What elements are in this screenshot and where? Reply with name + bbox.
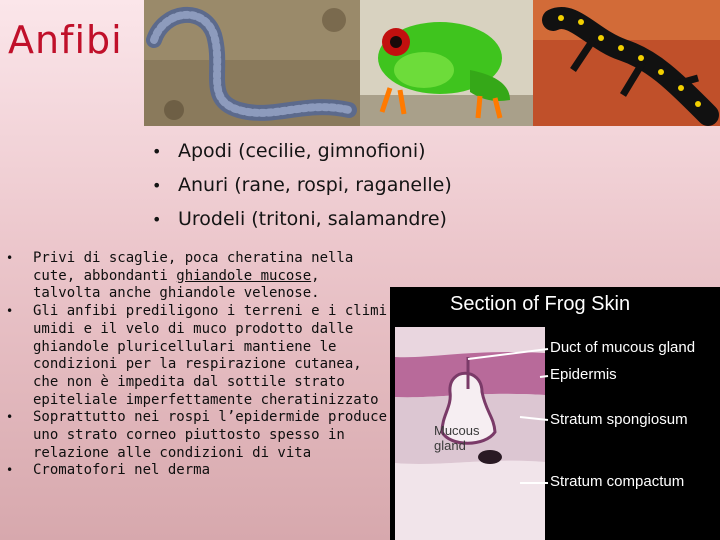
diagram-heading: Section of Frog Skin xyxy=(450,293,631,315)
fact-item: • Cromatofori nel derma xyxy=(6,462,211,479)
slide-title: Anfibi xyxy=(8,18,123,62)
group-item-anuri: • Anuri (rane, rospi, raganelle) xyxy=(152,174,452,196)
label-epidermis: Epidermis xyxy=(550,366,617,383)
mucous-glands-term: ghiandole mucose xyxy=(176,267,312,284)
group-item-apodi: • Apodi (cecilie, gimnofioni) xyxy=(152,140,426,162)
label-mucous-gland: Mucous gland xyxy=(434,423,480,453)
fact-item: • Privi di scaglie, poca cheratina nella cute, abbondanti ghiandole mucose, talvolta anche ghiandole velenose. xyxy=(6,250,354,302)
tree-frog-photo xyxy=(360,0,533,126)
label-stratum-compactum: Stratum compactum xyxy=(550,473,685,490)
amphibian-groups-list xyxy=(152,134,452,236)
fact-item: • Soprattutto nei rospi l’epidermide produce uno strato corneo piuttosto spesso in relazione alle condizioni di vita xyxy=(6,409,388,461)
label-stratum-spongiosum: Stratum spongiosum xyxy=(550,411,688,428)
group-item-urodeli: • Urodeli (tritoni, salamandre) xyxy=(152,208,447,230)
skin-facts-list xyxy=(6,250,388,480)
cecilia-photo xyxy=(144,0,360,126)
label-duct-of-mucous-gland: Duct of mucous gland xyxy=(550,339,696,356)
fact-item: • Gli anfibi prediligono i terreni e i climi umidi e il velo di muco prodotto dalle ghiandole pluricellulari mantiene le condizioni per la respirazione cutanea, che non è impedita dal sottile strato epiteliale imperfettamente cheratinizzato xyxy=(6,303,388,408)
salamander-photo xyxy=(533,0,720,126)
frog-skin-diagram xyxy=(390,287,720,540)
